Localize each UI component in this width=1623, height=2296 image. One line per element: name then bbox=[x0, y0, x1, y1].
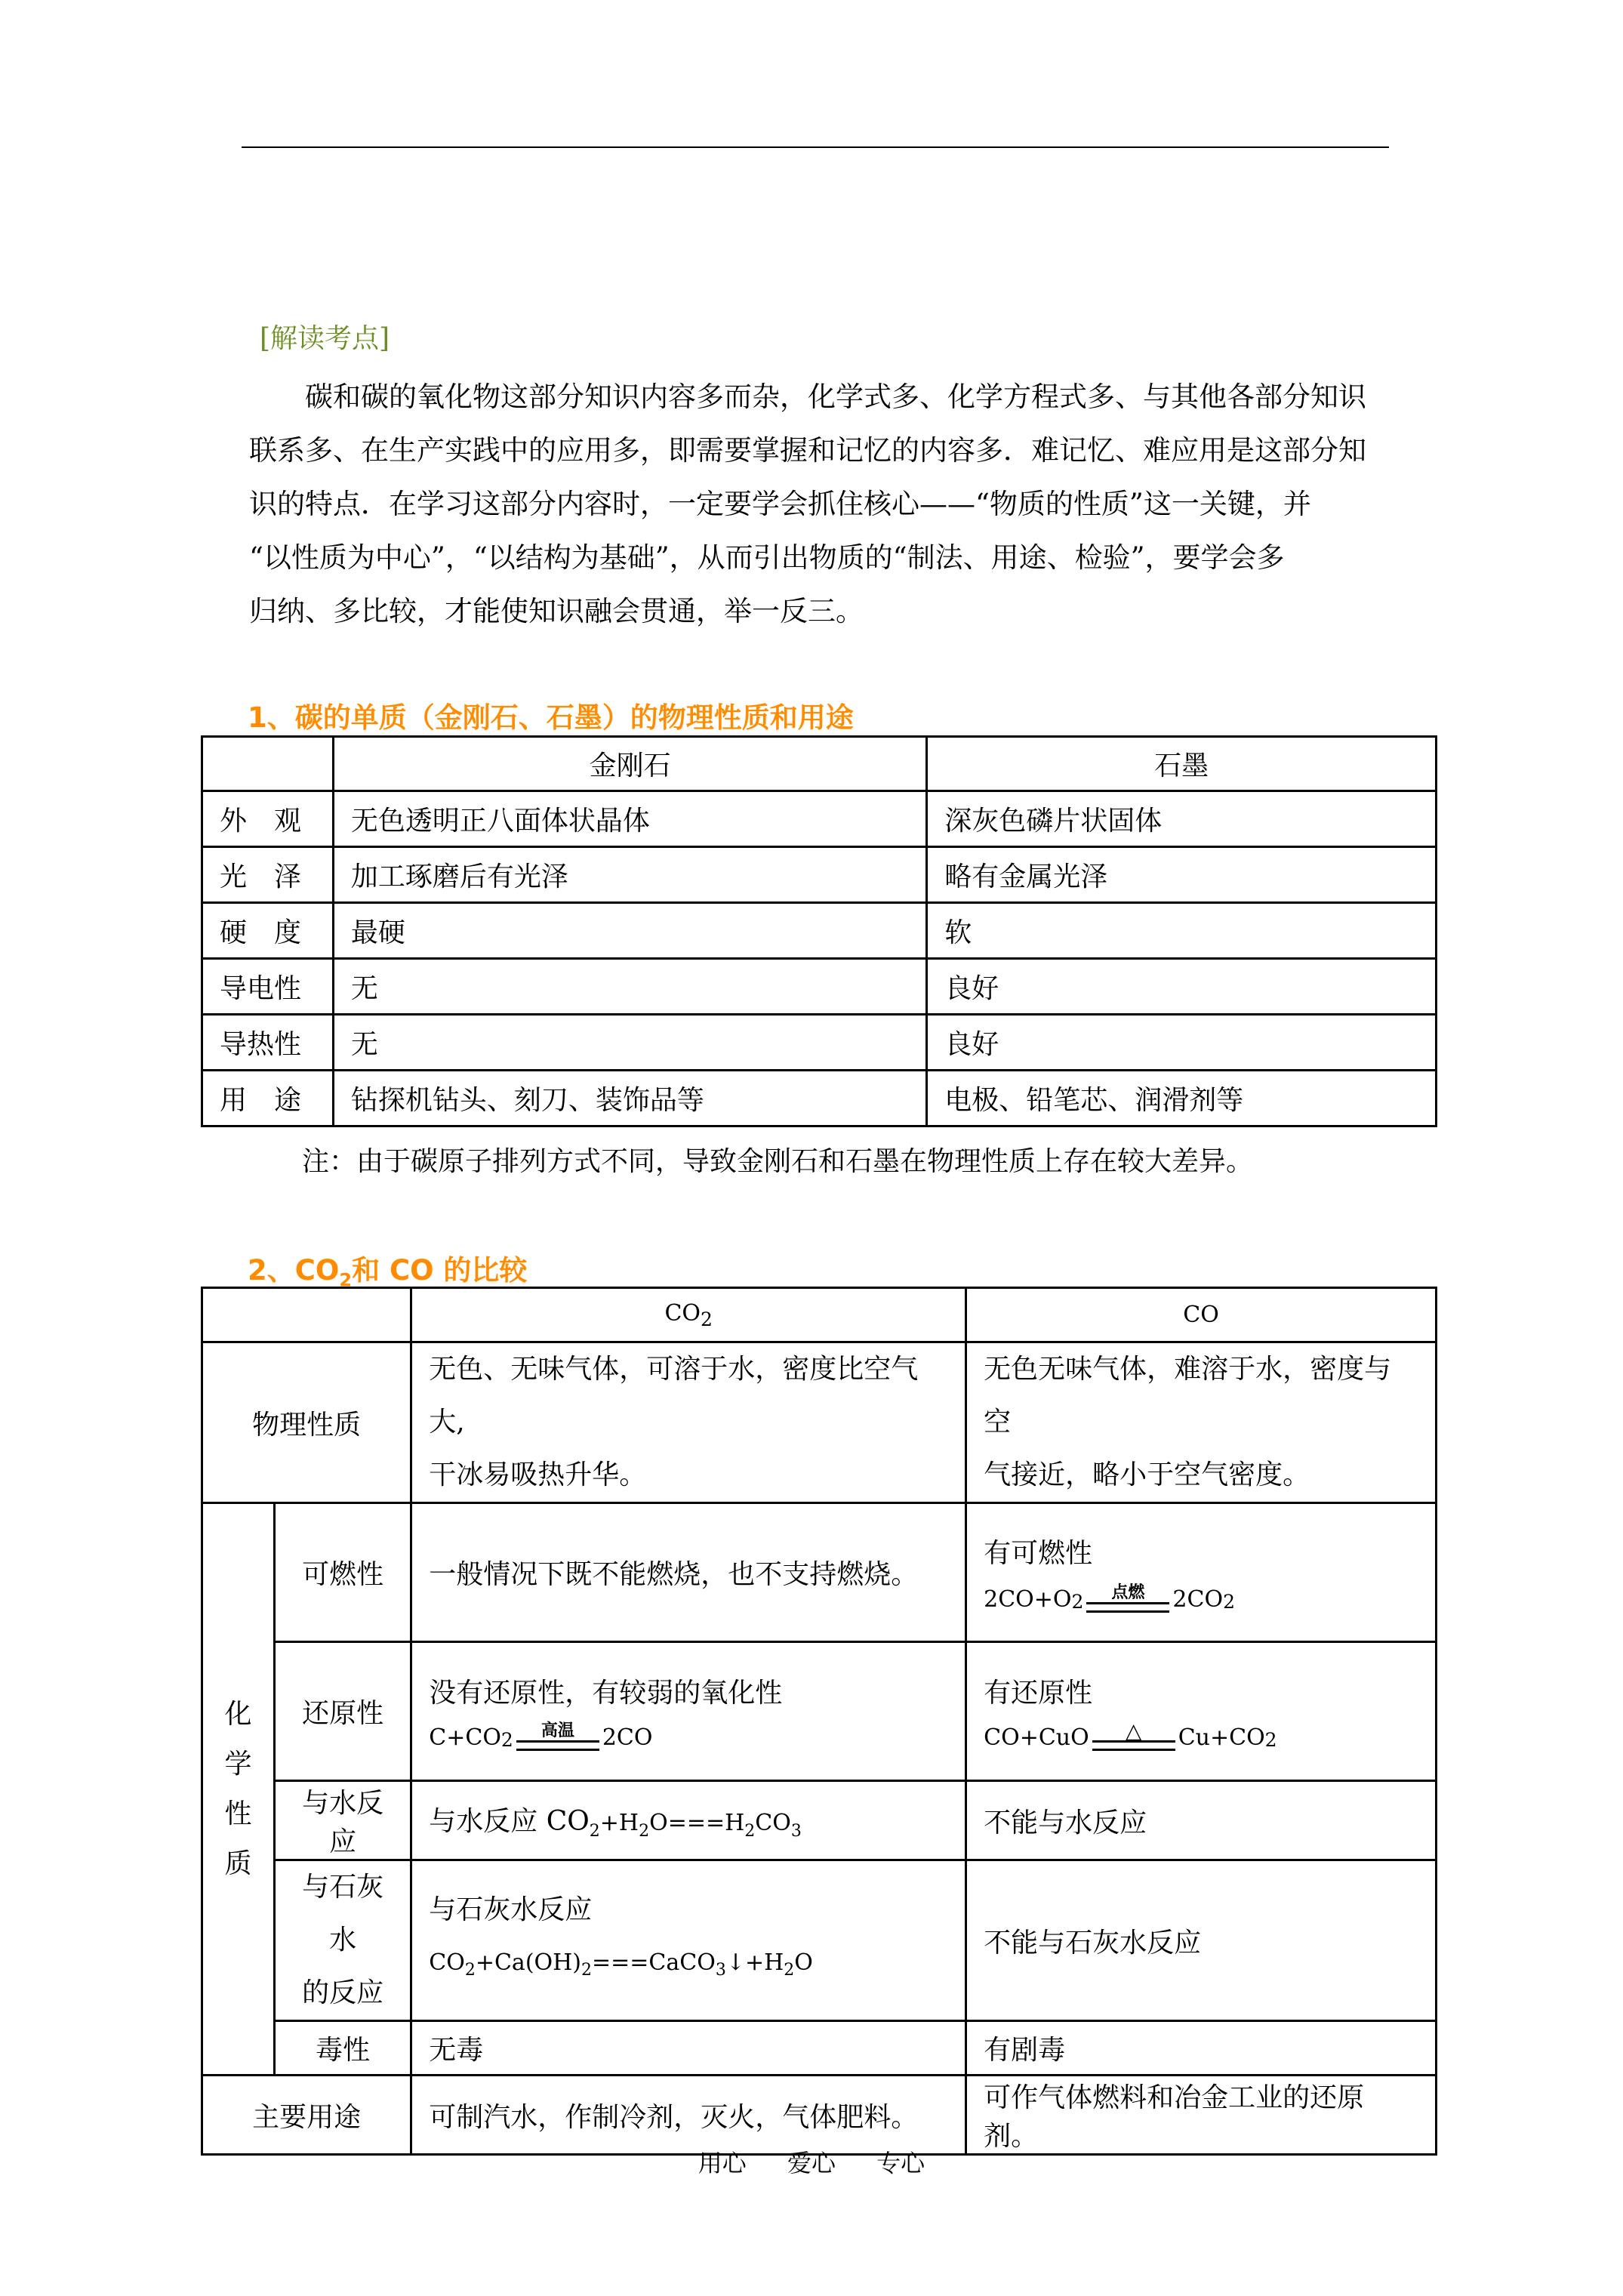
carbon-properties-table bbox=[201, 735, 1437, 1127]
eq-part: +Ca(OH) bbox=[475, 1949, 581, 1976]
row-label: 光 泽 bbox=[202, 847, 334, 903]
title-subscript: 2 bbox=[339, 1269, 353, 1291]
co-reducibility bbox=[966, 1642, 1437, 1781]
eq-part: 2CO+O bbox=[984, 1586, 1072, 1613]
co-combustion-equation: 2CO+O 2 点燃 2CO 2 bbox=[984, 1583, 1235, 1613]
text-line: 化学 bbox=[224, 1698, 252, 1780]
co2-reducibility bbox=[411, 1642, 966, 1781]
table-row bbox=[202, 1015, 1437, 1071]
text-line: 的反应 bbox=[302, 1977, 384, 2008]
table-row bbox=[202, 791, 1437, 847]
text-line: 没有还原性，有较弱的氧化性 bbox=[429, 1677, 783, 1709]
co-water: 不能与水反应 bbox=[966, 1781, 1437, 1860]
eq-part: CO+CuO bbox=[984, 1724, 1089, 1751]
intro-line: 识的特点．在学习这部分内容时，一定要学会抓住核心——“物质的性质”这一关键，并 bbox=[249, 488, 1311, 520]
eq-part: 与水反应 CO bbox=[429, 1805, 590, 1837]
row-label: 导电性 bbox=[202, 959, 334, 1015]
diamond-value: 最硬 bbox=[333, 903, 926, 959]
table-row bbox=[202, 959, 1437, 1015]
co2-limewater-equation: $CO_2+Ca(OH)_2===CaCO_3↓+H_2O$ bbox=[429, 1949, 813, 1980]
section1-title: 1、碳的单质（金刚石、石墨）的物理性质和用途 bbox=[248, 701, 854, 734]
column-header-co: CO bbox=[966, 1288, 1437, 1342]
co2-reduction-equation: C+CO 2 高温 2CO bbox=[429, 1721, 653, 1751]
reaction-arrow bbox=[516, 1722, 599, 1751]
text-line: 气接近，略小于空气密度。 bbox=[984, 1459, 1310, 1490]
table-row-flammability bbox=[202, 1503, 1437, 1642]
title-text: 2、CO bbox=[248, 1254, 340, 1287]
eq-part: O===H bbox=[649, 1809, 745, 1836]
chem-group-label bbox=[202, 1503, 275, 2076]
row-label: 导热性 bbox=[202, 1015, 334, 1071]
eq-part: 2CO bbox=[602, 1724, 653, 1751]
table-row bbox=[202, 1071, 1437, 1126]
graphite-value: 软 bbox=[927, 903, 1437, 959]
column-header-graphite: 石墨 bbox=[927, 737, 1437, 791]
eq-part: +H bbox=[599, 1809, 639, 1836]
co-limewater: 不能与石灰水反应 bbox=[966, 1860, 1437, 2021]
co-toxicity: 有剧毒 bbox=[966, 2021, 1437, 2076]
row-label: 用 途 bbox=[202, 1071, 334, 1126]
diamond-value: 钻探机钻头、刻刀、装饰品等 bbox=[333, 1071, 926, 1126]
table-row-water bbox=[202, 1781, 1437, 1860]
diamond-value: 无 bbox=[333, 959, 926, 1015]
co2-physical bbox=[411, 1342, 966, 1503]
intro-paragraph bbox=[249, 370, 1397, 638]
diamond-value: 无色透明正八面体状晶体 bbox=[333, 791, 926, 847]
co-uses: 可作气体燃料和冶金工业的还原剂。 bbox=[966, 2076, 1437, 2155]
text-line: 与石灰水 bbox=[302, 1872, 384, 1955]
co2-water: 与水反应 $CO_2+H_2O===H_2CO_3$ bbox=[411, 1781, 966, 1860]
page-footer bbox=[0, 2144, 1623, 2179]
text-line: 无色无味气体，难溶于水，密度与空 bbox=[984, 1354, 1392, 1438]
eq-part: CO bbox=[429, 1949, 465, 1976]
co2-uses: 可制汽水，作制冷剂，灭火，气体肥料。 bbox=[411, 2076, 966, 2155]
table-row-physical bbox=[202, 1342, 1437, 1503]
text-line: 干冰易吸热升华。 bbox=[429, 1459, 647, 1490]
diamond-value: 加工琢磨后有光泽 bbox=[333, 847, 926, 903]
table-row bbox=[202, 903, 1437, 959]
table-row-toxicity bbox=[202, 2021, 1437, 2076]
header-rule bbox=[242, 146, 1389, 148]
eq-part: O bbox=[794, 1949, 813, 1976]
diamond-value: 无 bbox=[333, 1015, 926, 1071]
row-label: 主要用途 bbox=[202, 2076, 411, 2155]
co2-flammability: 一般情况下既不能燃烧，也不支持燃烧。 bbox=[411, 1503, 966, 1642]
text-line: 与石灰水反应 bbox=[429, 1894, 593, 1925]
row-label: 硬 度 bbox=[202, 903, 334, 959]
intro-line: 联系多、在生产实践中的应用多，即需要掌握和记忆的内容多．难记忆、难应用是这部分知 bbox=[249, 434, 1366, 467]
table-row-uses bbox=[202, 2076, 1437, 2155]
graphite-value: 略有金属光泽 bbox=[927, 847, 1437, 903]
intro-line: “以性质为中心”，“以结构为基础”，从而引出物质的“制法、用途、检验”，要学会多 bbox=[249, 541, 1285, 574]
co2-co-comparison-table bbox=[201, 1287, 1437, 2156]
text-line: 有还原性 bbox=[984, 1677, 1093, 1709]
text-line: 性质 bbox=[224, 1798, 252, 1879]
table-cell bbox=[202, 1288, 411, 1342]
table-header-row bbox=[202, 737, 1437, 791]
eq-part: C+CO bbox=[429, 1724, 501, 1751]
eq-part: Cu+CO bbox=[1178, 1724, 1265, 1751]
eq-part: CO bbox=[755, 1809, 791, 1836]
row-label: 可燃性 bbox=[274, 1503, 411, 1642]
table-row-reducibility bbox=[202, 1642, 1437, 1781]
reaction-condition: △ bbox=[1125, 1718, 1142, 1743]
eq-part: ↓+H bbox=[725, 1949, 784, 1976]
row-label: 毒性 bbox=[274, 2021, 411, 2076]
row-label: 与水反应 bbox=[274, 1781, 411, 1860]
row-label: 物理性质 bbox=[202, 1342, 411, 1503]
co-reduction-equation: CO+CuO △ Cu+CO 2 bbox=[984, 1718, 1277, 1751]
eq-part: 2CO bbox=[1172, 1586, 1224, 1613]
table-header-row bbox=[202, 1288, 1437, 1342]
reaction-condition: 高温 bbox=[540, 1721, 574, 1740]
reaction-condition: 点燃 bbox=[1111, 1583, 1145, 1602]
text-line: 无色、无味气体，可溶于水，密度比空气大, bbox=[429, 1354, 919, 1438]
footer-item: 专心 bbox=[876, 2149, 925, 2177]
table-cell bbox=[202, 737, 334, 791]
table-note: 注：由于碳原子排列方式不同，导致金刚石和石墨在物理性质上存在较大差异。 bbox=[302, 1146, 1254, 1177]
text-line: 有可燃性 bbox=[984, 1537, 1093, 1569]
row-label: 外 观 bbox=[202, 791, 334, 847]
graphite-value: 深灰色磷片状固体 bbox=[927, 791, 1437, 847]
column-header-diamond: 金刚石 bbox=[333, 737, 926, 791]
table-row bbox=[202, 847, 1437, 903]
graphite-value: 电极、铅笔芯、润滑剂等 bbox=[927, 1071, 1437, 1126]
row-label bbox=[274, 1860, 411, 2021]
co-physical bbox=[966, 1342, 1437, 1503]
title-text: 和 CO 的比较 bbox=[352, 1254, 528, 1287]
footer-item: 爱心 bbox=[787, 2149, 836, 2177]
co-flammability bbox=[966, 1503, 1437, 1642]
footer-item: 用心 bbox=[698, 2149, 747, 2177]
intro-line: 碳和碳的氧化物这部分知识内容多而杂，化学式多、化学方程式多、与其他各部分知识 bbox=[305, 381, 1366, 413]
graphite-value: 良好 bbox=[927, 1015, 1437, 1071]
row-label: 还原性 bbox=[274, 1642, 411, 1781]
column-header-co2: $CO_2$ bbox=[411, 1288, 966, 1342]
co2-limewater bbox=[411, 1860, 966, 2021]
co2-toxicity: 无毒 bbox=[411, 2021, 966, 2076]
eq-part: ===CaCO bbox=[592, 1949, 716, 1976]
graphite-value: 良好 bbox=[927, 959, 1437, 1015]
reaction-arrow bbox=[1092, 1718, 1175, 1751]
table-row-limewater bbox=[202, 1860, 1437, 2021]
reaction-arrow bbox=[1086, 1584, 1169, 1613]
section2-title bbox=[248, 1247, 527, 1290]
section-label: [解读考点] bbox=[260, 323, 390, 354]
intro-line: 归纳、多比较，才能使知识融会贯通，举一反三。 bbox=[249, 595, 864, 627]
